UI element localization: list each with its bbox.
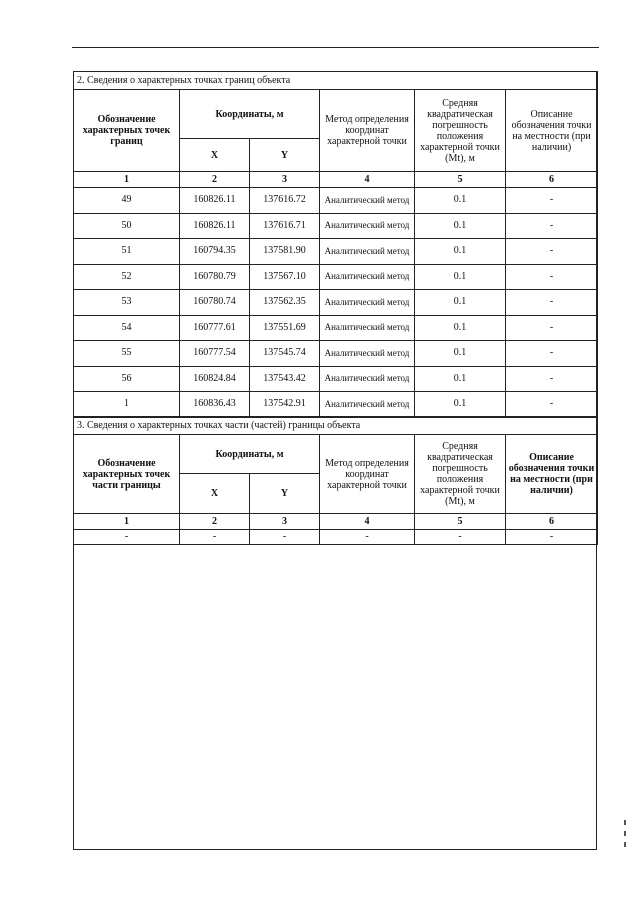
col-number: 6 <box>506 514 598 530</box>
desc-cell: - <box>506 315 598 341</box>
header-description: Описание обозначения точки на местности (при наличии) <box>506 435 598 514</box>
x-cell: 160826.11 <box>180 213 250 239</box>
x-cell: 160794.35 <box>180 239 250 265</box>
col-number: 5 <box>415 514 506 530</box>
scan-edge-marks <box>624 820 627 860</box>
method-cell: Аналитический метод <box>320 188 415 214</box>
header-method: Метод определения координат характерной точки <box>320 435 415 514</box>
point-cell: 55 <box>74 341 180 367</box>
table-row <box>74 366 598 392</box>
col-number: 5 <box>415 172 506 188</box>
header-coordinates: Координаты, м <box>180 90 320 139</box>
empty-cell: - <box>74 530 180 545</box>
method-cell: Аналитический метод <box>320 290 415 316</box>
desc-cell: - <box>506 341 598 367</box>
col-number: 1 <box>74 172 180 188</box>
desc-cell: - <box>506 366 598 392</box>
header-x: X <box>180 139 250 172</box>
col-number: 2 <box>180 514 250 530</box>
header-coordinates: Координаты, м <box>180 435 320 474</box>
x-cell: 160826.11 <box>180 188 250 214</box>
table-row <box>74 188 598 214</box>
header-description: Описание обозначения точки на местности (при наличии) <box>506 90 598 172</box>
y-cell: 137616.72 <box>250 188 320 214</box>
table-row <box>74 392 598 418</box>
y-cell: 137562.35 <box>250 290 320 316</box>
point-cell: 1 <box>74 392 180 418</box>
method-cell: Аналитический метод <box>320 341 415 367</box>
section3-title: 3. Сведения о характерных точках части (частей) границы объекта <box>74 417 598 435</box>
point-cell: 49 <box>74 188 180 214</box>
method-cell: Аналитический метод <box>320 239 415 265</box>
x-cell: 160780.74 <box>180 290 250 316</box>
x-cell: 160777.54 <box>180 341 250 367</box>
header-error: Средняя квадратическая погрешность положения характерной точки (Mt), м <box>415 90 506 172</box>
method-cell: Аналитический метод <box>320 213 415 239</box>
point-cell: 51 <box>74 239 180 265</box>
method-cell: Аналитический метод <box>320 315 415 341</box>
mt-cell: 0.1 <box>415 315 506 341</box>
col-number: 6 <box>506 172 598 188</box>
empty-cell: - <box>180 530 250 545</box>
table-row <box>74 290 598 316</box>
table-row <box>74 530 598 545</box>
empty-cell: - <box>506 530 598 545</box>
y-cell: 137567.10 <box>250 264 320 290</box>
y-cell: 137551.69 <box>250 315 320 341</box>
y-cell: 137616.71 <box>250 213 320 239</box>
mt-cell: 0.1 <box>415 341 506 367</box>
header-method: Метод определения координат характерной точки <box>320 90 415 172</box>
col-number: 3 <box>250 514 320 530</box>
section2-table <box>73 71 598 418</box>
col-number: 2 <box>180 172 250 188</box>
x-cell: 160836.43 <box>180 392 250 418</box>
table-row <box>74 315 598 341</box>
col-number: 1 <box>74 514 180 530</box>
desc-cell: - <box>506 392 598 418</box>
mt-cell: 0.1 <box>415 213 506 239</box>
empty-cell: - <box>415 530 506 545</box>
desc-cell: - <box>506 239 598 265</box>
header-x: X <box>180 474 250 514</box>
mt-cell: 0.1 <box>415 264 506 290</box>
section3-table <box>73 416 598 545</box>
desc-cell: - <box>506 188 598 214</box>
mt-cell: 0.1 <box>415 188 506 214</box>
point-cell: 56 <box>74 366 180 392</box>
col-number: 3 <box>250 172 320 188</box>
y-cell: 137543.42 <box>250 366 320 392</box>
empty-cell: - <box>250 530 320 545</box>
header-designation: Обозначение характерных точек части границы <box>74 435 180 514</box>
table-row <box>74 213 598 239</box>
point-cell: 52 <box>74 264 180 290</box>
desc-cell: - <box>506 290 598 316</box>
y-cell: 137581.90 <box>250 239 320 265</box>
col-number: 4 <box>320 514 415 530</box>
desc-cell: - <box>506 264 598 290</box>
method-cell: Аналитический метод <box>320 264 415 290</box>
section2-title: 2. Сведения о характерных точках границ объекта <box>74 72 598 90</box>
header-y: Y <box>250 139 320 172</box>
table-row <box>74 264 598 290</box>
header-y: Y <box>250 474 320 514</box>
empty-cell: - <box>320 530 415 545</box>
mt-cell: 0.1 <box>415 392 506 418</box>
header-error: Средняя квадратическая погрешность положения характерной точки (Mt), м <box>415 435 506 514</box>
method-cell: Аналитический метод <box>320 366 415 392</box>
header-designation: Обозначение характерных точек границ <box>74 90 180 172</box>
table-row <box>74 239 598 265</box>
x-cell: 160780.79 <box>180 264 250 290</box>
x-cell: 160824.84 <box>180 366 250 392</box>
table-row <box>74 341 598 367</box>
point-cell: 53 <box>74 290 180 316</box>
point-cell: 50 <box>74 213 180 239</box>
mt-cell: 0.1 <box>415 239 506 265</box>
desc-cell: - <box>506 213 598 239</box>
y-cell: 137542.91 <box>250 392 320 418</box>
x-cell: 160777.61 <box>180 315 250 341</box>
y-cell: 137545.74 <box>250 341 320 367</box>
mt-cell: 0.1 <box>415 290 506 316</box>
point-cell: 54 <box>74 315 180 341</box>
col-number: 4 <box>320 172 415 188</box>
method-cell: Аналитический метод <box>320 392 415 418</box>
mt-cell: 0.1 <box>415 366 506 392</box>
top-rule <box>72 47 599 48</box>
